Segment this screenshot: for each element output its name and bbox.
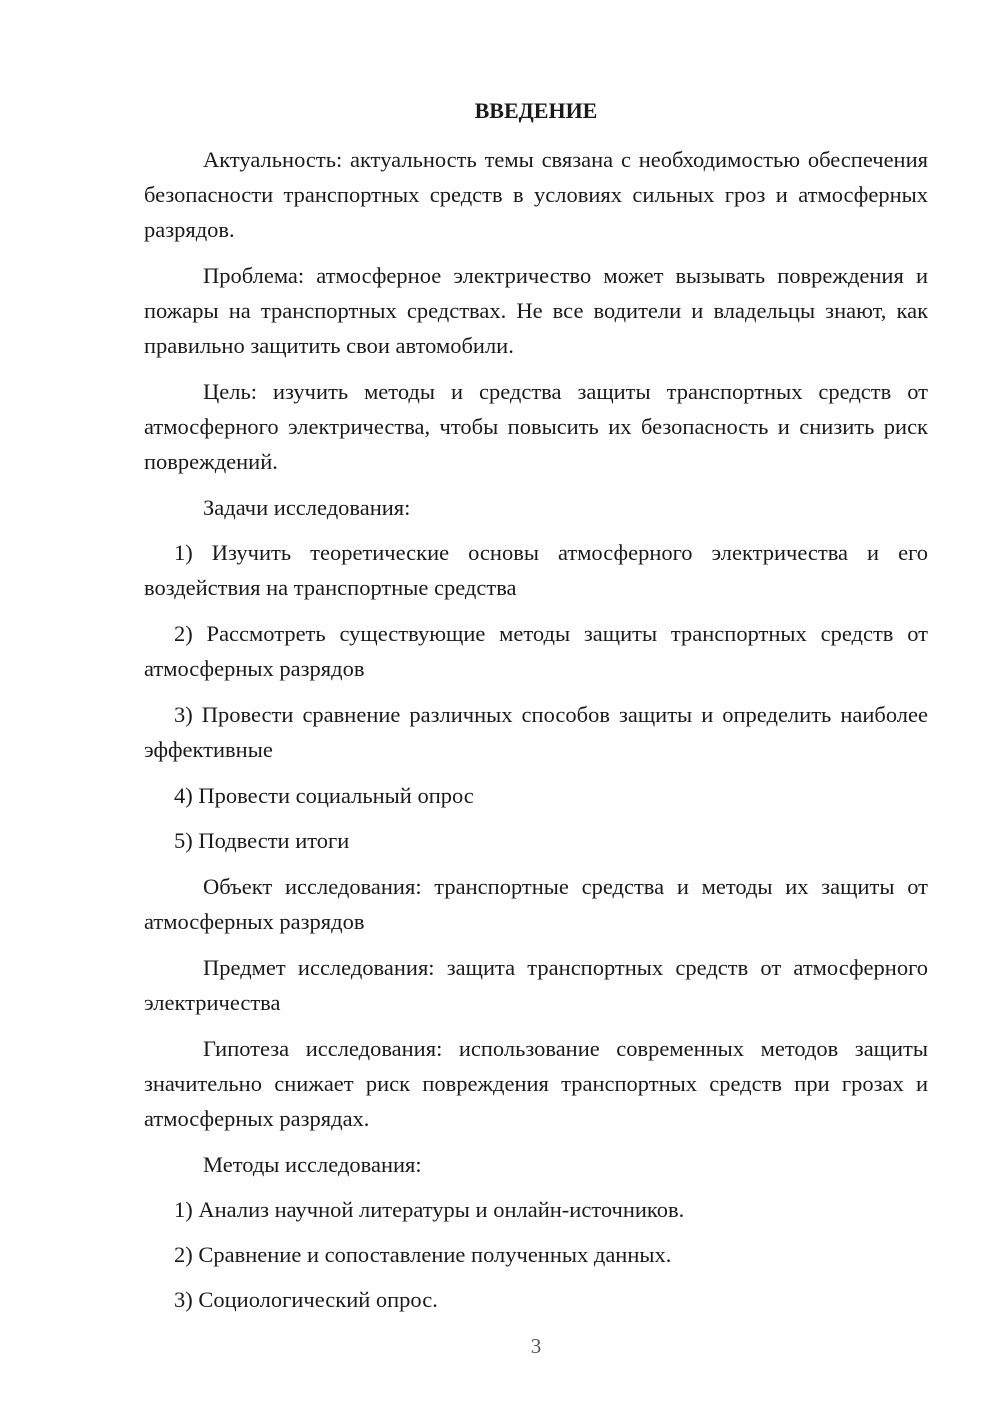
task-item-5: 5) Подвести итоги: [174, 828, 350, 853]
object-paragraph: Объект исследования: транспортные средства и методы их защиты от атмосферных разрядов: [144, 874, 928, 934]
problem-paragraph: Проблема: атмосферное электричество может вызывать повреждения и пожары на транспортных средствах. Не все водители и владельцы знают, как правильно защитить свои автомобили.: [144, 263, 928, 358]
task-item-3: 3) Провести сравнение различных способов защиты и определить наиболее эффективные: [144, 702, 928, 762]
task-item-2: 2) Рассмотреть существующие методы защиты транспортных средств от атмосферных разрядов: [144, 621, 928, 681]
page-title: ВВЕДЕНИЕ: [474, 98, 598, 123]
tasks-heading: Задачи исследования:: [203, 495, 411, 520]
page-number: 3: [530, 1334, 542, 1358]
method-item-2: 2) Сравнение и сопоставление полученных данных.: [174, 1242, 672, 1267]
hypothesis-paragraph: Гипотеза исследования: использование современных методов защиты значительно снижает риск повреждения транспортных средств при грозах и атмосферных разрядах.: [144, 1036, 928, 1131]
relevance-paragraph: Актуальность: актуальность темы связана с необходимостью обеспечения безопасности транспортных средств в условиях сильных гроз и атмосферных разрядов.: [144, 147, 928, 242]
task-item-4: 4) Провести социальный опрос: [174, 783, 474, 808]
method-item-3: 3) Социологический опрос.: [174, 1287, 438, 1312]
task-item-1: 1) Изучить теоретические основы атмосферного электричества и его воздействия на транспортные средства: [144, 540, 928, 600]
goal-paragraph: Цель: изучить методы и средства защиты транспортных средств от атмосферного электричества, чтобы повысить их безопасность и снизить риск повреждений.: [144, 379, 928, 474]
method-item-1: 1) Анализ научной литературы и онлайн-источников.: [174, 1197, 685, 1222]
subject-paragraph: Предмет исследования: защита транспортных средств от атмосферного электричества: [144, 955, 928, 1015]
methods-heading: Методы исследования:: [203, 1152, 422, 1177]
